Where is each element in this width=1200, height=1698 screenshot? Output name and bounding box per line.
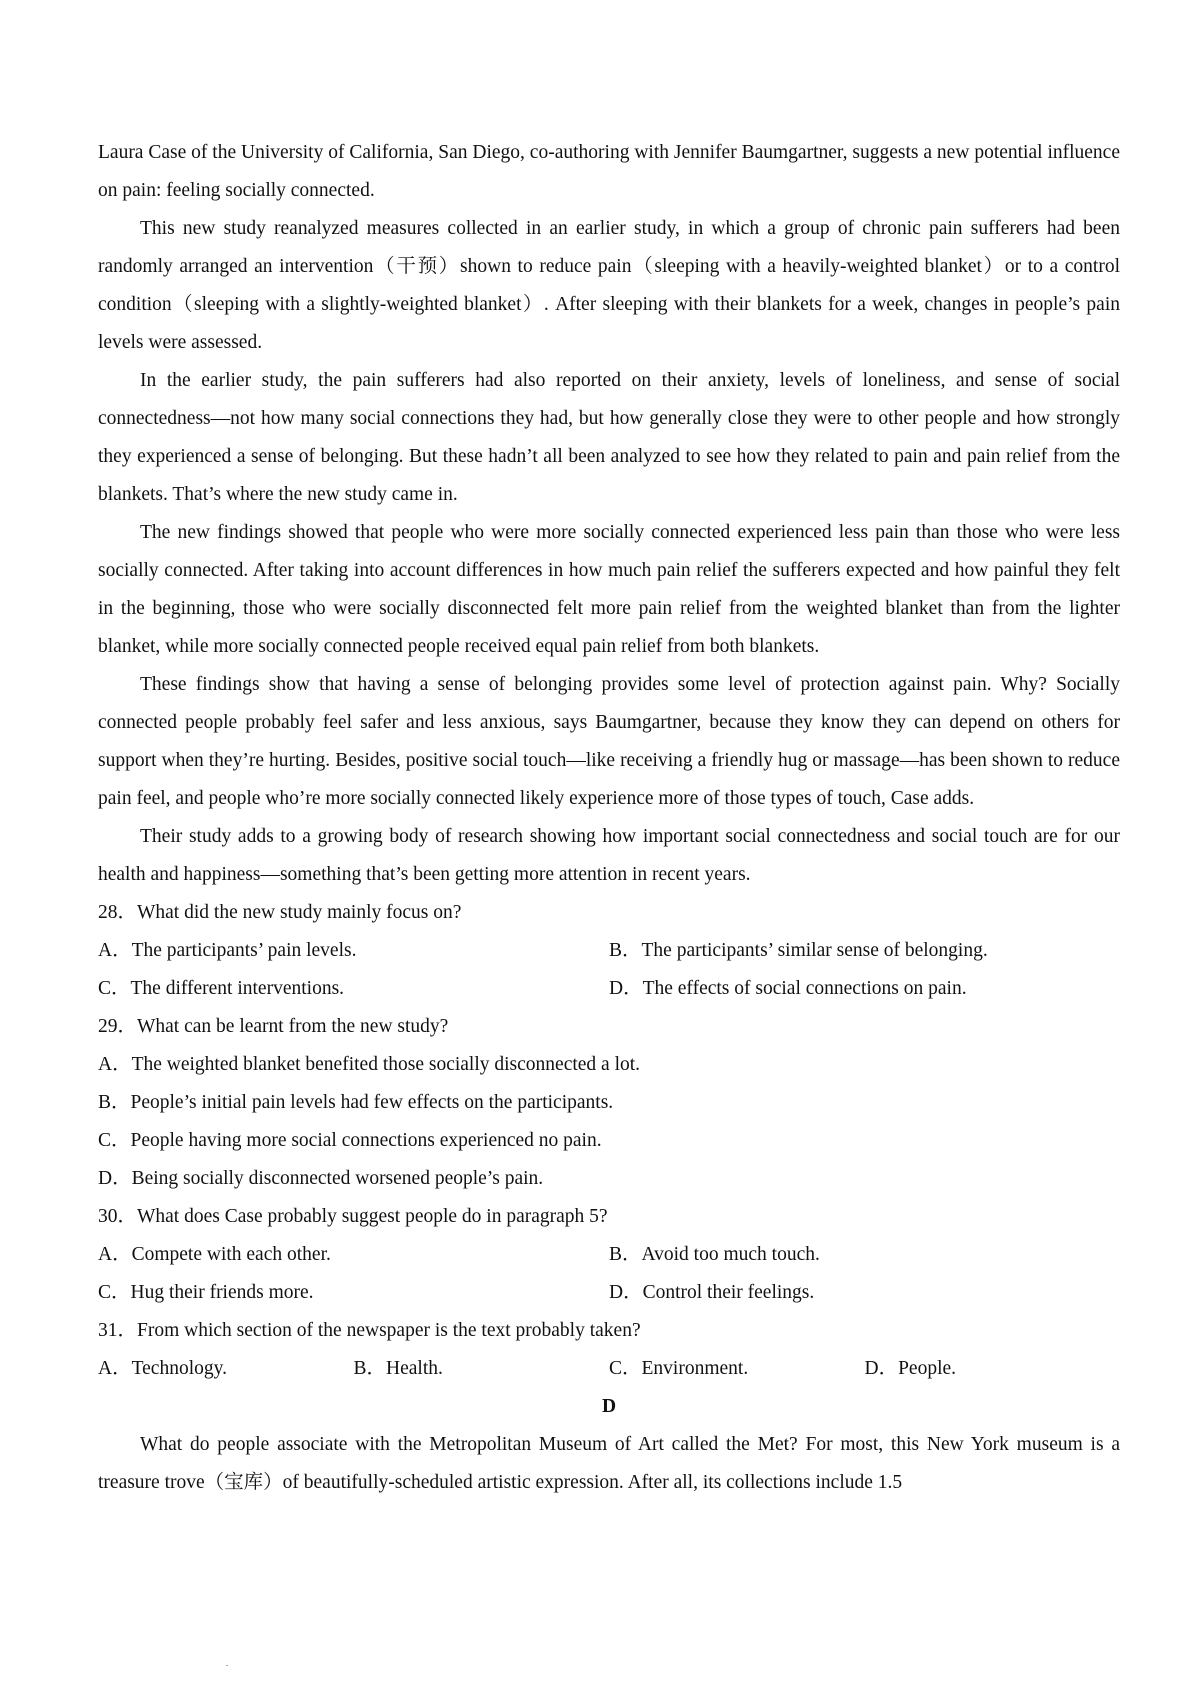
answer-option: C．People having more social connections experienced no pain. xyxy=(98,1130,602,1151)
passage-c xyxy=(98,134,1120,894)
answer-option: A．The weighted blanket benefited those socially disconnected a lot. xyxy=(98,1054,641,1075)
question-options xyxy=(98,1046,1120,1198)
question-list xyxy=(98,894,1120,1388)
answer-option: C．The different interventions. xyxy=(98,978,345,999)
question-options xyxy=(98,932,1120,1008)
question-stem: 28．What did the new study mainly focus on? xyxy=(98,902,462,923)
answer-option: B．Avoid too much touch. xyxy=(609,1244,820,1265)
answer-option: D．People. xyxy=(864,1358,957,1379)
question-stem: 31．From which section of the newspaper is the text probably taken? xyxy=(98,1320,641,1341)
question-options xyxy=(98,1236,1120,1312)
answer-option: D．The effects of social connections on pain. xyxy=(609,978,967,999)
answer-option: A．Compete with each other. xyxy=(98,1244,331,1265)
passage-paragraph: In the earlier study, the pain sufferers had also reported on their anxiety, levels of loneliness, and sense of social connectedness—not how many social connections they had, but how generally close they were to other people and how strongly they experienced a sense of belonging. But these hadn’t all been analyzed to see how they related to pain and pain relief from the blankets. That’s where the new study came in. xyxy=(98,370,1120,505)
answer-option: A．Technology. xyxy=(98,1358,227,1379)
passage-paragraph: This new study reanalyzed measures collected in an earlier study, in which a group of chronic pain sufferers had been randomly arranged an intervention（干预）shown to reduce pain（sleeping with a heavily-weighted blanket）or to a control condition（sleeping with a slightly-weighted blanket）. After sleeping with their blankets for a week, changes in people’s pain levels were assessed. xyxy=(98,218,1120,353)
question-stem: 29．What can be learnt from the new study? xyxy=(98,1016,449,1037)
passage-paragraph: These findings show that having a sense of belonging provides some level of protection against pain. Why? Socially connected people probably feel safer and less anxious, says Baumgartner, because they know they can depend on others for support when they’re hurting. Besides, positive social touch—like receiving a friendly hug or massage—has been shown to reduce pain feel, and people who’re more socially connected likely experience more of those types of touch, Case adds. xyxy=(98,674,1120,809)
exam-page xyxy=(98,134,1120,1502)
passage-paragraph: Laura Case of the University of California, San Diego, co-authoring with Jennifer Baumgartner, suggests a new potential influence on pain: feeling socially connected. xyxy=(98,142,1120,201)
passage-paragraph: The new findings showed that people who were more socially connected experienced less pain than those who were less socially connected. After taking into account differences in how much pain relief the sufferers expected and how painful they felt in the beginning, those who were socially disconnected felt more pain relief from the weighted blanket than from the lighter blanket, while more socially connected people received equal pain relief from both blankets. xyxy=(98,522,1120,657)
answer-option: A．The participants’ pain levels. xyxy=(98,940,357,961)
passage-d-paragraph: What do people associate with the Metropolitan Museum of Art called the Met? For most, this New York museum is a treasure trove（宝库）of beautifully-scheduled artistic expression. After all, its collections include 1.5 xyxy=(98,1434,1120,1493)
answer-option: B．The participants’ similar sense of belonging. xyxy=(609,940,988,961)
passage-paragraph: Their study adds to a growing body of research showing how important social connectedness and social touch are for our health and happiness—something that’s been getting more attention in recent years. xyxy=(98,826,1120,885)
answer-option: C．Hug their friends more. xyxy=(98,1282,314,1303)
section-heading-d: D xyxy=(601,1396,617,1417)
question-stem: 30．What does Case probably suggest people do in paragraph 5? xyxy=(98,1206,608,1227)
answer-option: D．Control their feelings. xyxy=(609,1282,815,1303)
answer-option: B．Health. xyxy=(353,1358,443,1379)
answer-option: D．Being socially disconnected worsened people’s pain. xyxy=(98,1168,544,1189)
question-options xyxy=(98,1350,1120,1388)
page-mark xyxy=(226,1665,228,1666)
answer-option: C．Environment. xyxy=(609,1358,749,1379)
answer-option: B．People’s initial pain levels had few effects on the participants. xyxy=(98,1092,614,1113)
